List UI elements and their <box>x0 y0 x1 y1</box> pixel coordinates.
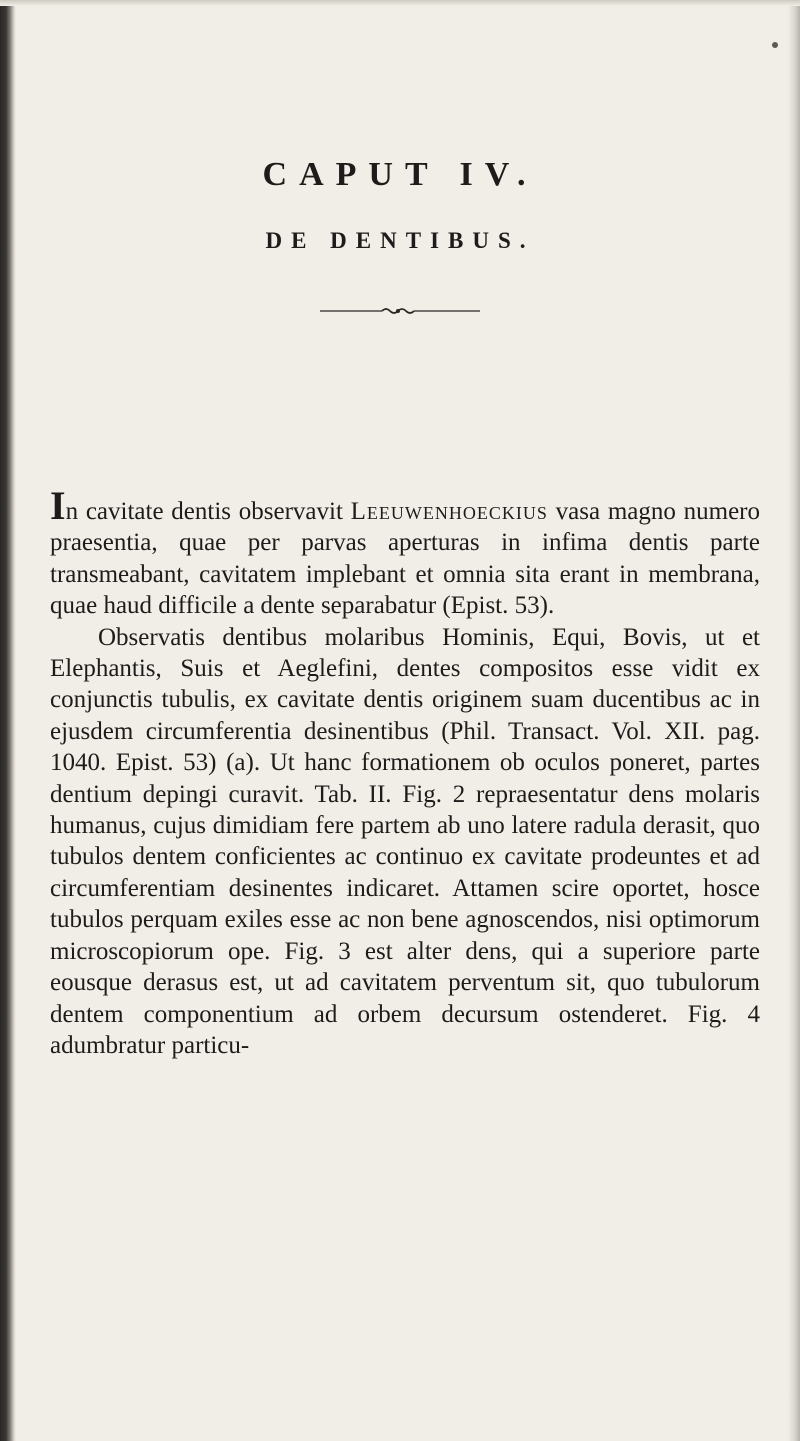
chapter-subtitle: DE DENTIBUS. <box>265 228 535 253</box>
page-scan-edge-top <box>0 0 800 6</box>
chapter-heading: CAPUT IV. <box>262 156 538 193</box>
ink-speck <box>772 42 778 48</box>
drop-cap: I <box>50 483 66 528</box>
paragraph-1 <box>50 483 760 622</box>
paragraph-2: Observatis dentibus molaribus Hominis, Equi, Bovis, ut et Elephantis, Suis et Aeglefini, dentes compositos esse vidit ex conjunctis tubulis, ex cavitate dentis originem suam ducentibus ac in ejusdem circumferentia desinentibus (Phil. Transact. Vol. XII. pag. 1040. Epist. 53) (a). Ut hanc formationem ob oculos poneret, partes dentium depingi curavit. Tab. II. Fig. 2 repraesentatur dens molaris humanus, cujus dimidiam fere partem ab uno latere radula derasit, quo tubulos dentem conficientes ac continuo ex cavitate prodeuntes et ad circumferentiam desinentes indicaret. Attamen scire oportet, hosce tubulos perquam exiles esse ac non bene agnoscendos, nisi optimorum microscopiorum ope. Fig. 3 est alter dens, qui a superiore parte eousque derasus est, ut ad cavitatem perventum sit, quo tubulorum dentem componentium ad orbem decursum ostenderet. Fig. 4 adumbratur particu- <box>50 623 760 1059</box>
ornament-divider <box>320 306 480 316</box>
page-scan-edge-left <box>0 0 16 1441</box>
page-scan-edge-right <box>788 0 800 1441</box>
author-name: Leeuwenhoeckius <box>350 498 548 525</box>
paragraph-1-text-end: vasa magno numero praesentia, quae per parvas aperturas in infima dentis parte transmeabant, cavitatem implebant et omnia sita erant in membrana, quae haud difficile a dente separabatur (Epist. 53). <box>50 498 760 620</box>
body-text <box>50 483 760 1061</box>
paragraph-1-text-start: n cavitate dentis observavit <box>65 498 351 525</box>
